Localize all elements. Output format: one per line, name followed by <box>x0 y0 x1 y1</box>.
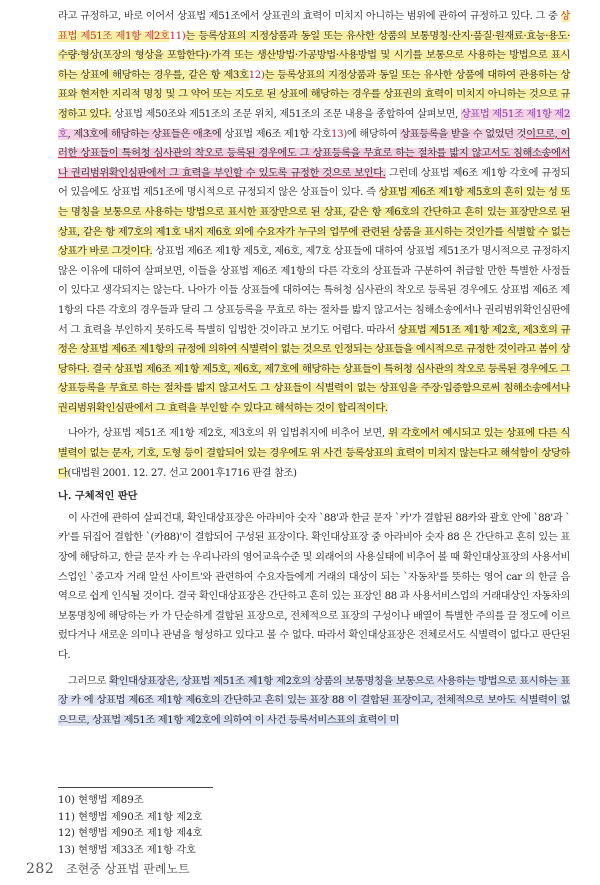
text-segment: 그런데 상표법 제6조 제1항 각호에 규정되어 있음에도 상표법 제51조에 명시적으로 규정되지 않은 상표들이 있다. 즉 <box>58 167 571 199</box>
text-segment: 는 등록상표의 지정상품과 동일 또는 유사한 상품의 보통명칭·산지·품질·원재료·효능·용도·수량·형상(포장의 형상을 포함한다)·가격 또는 생산방법·가공방법·사용방법 및 시기를 보통으로 사용하는 방법으로 표시하는 상표에 해당하는 경우를, 같은 항 제3호 <box>58 30 570 81</box>
section-heading: 나. 구체적인 판단 <box>58 490 138 503</box>
paragraph-2 <box>58 424 570 483</box>
footnote: 13) 현행법 제33조 제1항 각호 <box>58 844 196 856</box>
book-title: 조현중 상표법 판례노트 <box>66 862 190 876</box>
text-segment: 상표법 제6조 제1항 각호 <box>221 128 331 140</box>
page-number: 282 <box>26 861 55 877</box>
paragraph-3 <box>58 509 570 666</box>
text-segment: (대법원 2001. 12. 27. 선고 2001후1716 판결 참조) <box>67 467 297 479</box>
footnote: 11) 현행법 제90조 제1항 제2호 <box>58 811 203 823</box>
page-footer <box>26 860 190 877</box>
text-segment: 는 등록상표의 지정상품과 동일 또는 유사한 상품에 대하여 관용하는 상표와 현저한 지리적 명칭 및 그 약어 또는 지도로 된 상표에 해당하는 경우를 상표권의 효력이 미치지 아니하는 것으로 규정하고 있다. <box>58 69 570 120</box>
text-segment: 확인대상표장은, 상표법 제51조 제1항 제2호의 상품의 보통명칭을 보통으로 사용하는 방법으로 표시하는 표장 카 에 상표법 제6조 제1항 제6호의 간단하고 흔히 있는 표장 88 이 결합된 표장이고, 전체적으로 보아도 식별력이 없으므로, 상표법 제51조 제1항 제2호에 의하여 이 사건 등록서비스표의 효력이 미 <box>58 675 571 726</box>
text-segment: 상표등록을 받을 수 없었던 것 <box>400 128 527 140</box>
text-segment: 이므로, 이러한 상표들이 특허청 심사관의 착오로 등록된 경우에도 그 상표등록을 무효로 하는 절차를 밟지 않고서도 침해소송에서나 권리범위확인심판에서 그 효력을 부인할 수 있도록 규정한 것으로 보인다. <box>58 128 570 179</box>
footnotes <box>58 793 358 859</box>
text-segment: 상표법 제51조 제1항 제2호 <box>58 108 571 140</box>
text-segment: 11) <box>169 30 186 42</box>
text-segment: 13) <box>330 128 347 140</box>
footnote: 12) 현행법 제90조 제1항 제4호 <box>58 828 203 839</box>
text-segment: , 제3호에 해당하는 상표들은 애초에 <box>67 128 222 140</box>
footnote: 10) 현행법 제89조 <box>58 795 144 806</box>
text-segment: 상표법 제50조와 제51조의 조문 위치, 제51조의 조문 내용을 종합하여 살펴보면, <box>111 108 461 120</box>
text-segment: 위 각호에서 예시되고 있는 상표에 다른 식별력이 없는 문자, 기호, 도형 등이 결합되어 있는 경우에도 위 사건 등록상표의 효력이 미치지 않는다고 해석함이 상당하다 <box>58 428 570 479</box>
text-segment: 상표법 제6조 제1항 제5호, 제6호, 제7호 상표들에 대하여 상표법 제51조가 명시적으로 규정하지 않은 이유에 대하여 살펴보면, 이들을 상표법 제6조 제1항의 다른 각호의 상표들과 구분하여 취급할 만한 특별한 사정들이 있다고 생각되지는 않는다. 나아가 이들 상표들에 대하여는 특허청 심사관의 착오로 등록된 경우에도 상표법 제6조 제1항의 다른 각호의 경우들과 달리 그 상표등록을 무효로 하는 절차를 밟지 않고서는 침해소송에서나 권리범위확인심판에서 그 효력을 부인하지 못하도록 특별히 입법한 것이라고 보기도 어렵다. 따라서 <box>58 246 570 336</box>
text-segment: 상표법 제51조 제1항 제2호 <box>58 11 570 42</box>
text-segment: 12) <box>248 69 265 81</box>
footnote-divider <box>58 787 213 788</box>
text-segment: 나아가, 상표법 제51조 제1항 제2호, 제3호의 위 입법취지에 비추어 보면, <box>68 428 389 440</box>
text-segment: 그러므로 <box>68 675 110 687</box>
text-segment: 라고 규정하고, 바로 이어서 상표법 제51조에서 상표권의 효력이 미치지 아니하는 범위에 관하여 규정하고 있다. 그 중 <box>58 11 561 22</box>
text-segment: 상표법 제51조 제1항 제2호, 제3호의 규정은 상표법 제6조 제1항의 규정에 의하여 식별력이 없는 것으로 인정되는 상표들을 예시적으로 규정한 것이라고 봄이 상당하다. 결국 상표법 제6조 제1항 제5호, 제6호, 제7호에 해당하는 상표들이 특허청 심사관의 착오로 등록된 경우에도 그 상표등록을 무효로 하는 절차를 밟지 않고서도 그 상표들이 식별력이 없는 상표임을 주장·입증함으로써 침해소송에서나 권리범위확인심판에서 그 효력을 부인할 수 있다고 해석하는 것이 합리적이다. <box>58 324 570 414</box>
paragraph-4 <box>58 672 570 731</box>
text-segment: 에 해당하여 <box>346 128 401 140</box>
paragraph-1 <box>58 7 570 418</box>
body-text <box>58 7 570 730</box>
text-segment: 상표법 제6조 제1항 제5호의 흔히 있는 성 또는 명칭을 보통으로 사용하는 방법으로 표시한 표장만으로 된 상표, 같은 항 제6호의 간단하고 흔히 있는 표장만으로 된 상표, 같은 항 제7호의 제1호 내지 제6호 외에 수요자가 누구의 업무에 관련된 상품을 표시하는 것인가를 식별할 수 없는 상표가 바로 그것이다. <box>58 187 570 258</box>
text-segment: 이 사건에 관하여 살피건대, 확인대상표장은 아라비아 숫자 `88'과 한글 문자 `카'가 결합된 88카와 괄호 안에 `88'과 `카'를 뒤집어 결합한 `(카88)'이 결합되어 구성된 표장이다. 확인대상표장 중 아라비아 숫자 88 은 간단하고 흔히 있는 표장에 해당하고, 한글 문자 카 는 우리나라의 영어교육수준 및 외래어의 사용실태에 비추어 볼 때 확인대상표장의 사용서비스업인 `중고자 거래 알선 사이트'와 관련하여 수요자들에게 거래의 대상이 되는 `자동차'를 뜻하는 영어 car 의 한글 음역으로 쉽게 인식될 것이다. 결국 확인대상표장은 간단하고 흔히 있는 표장인 88 과 사용서비스업의 거래대상인 자동차의 보통명칭에 해당하는 카 가 단순하게 결합된 표장으로, 전체적으로 표장의 구성이나 배열이 특별한 주의를 끌 정도에 이르렀다거나 새로운 의미나 관념을 형성하고 있다고 볼 수 없다. 따라서 확인대상표장은 전체로서도 식별력이 없다고 판단된다. <box>58 512 570 661</box>
